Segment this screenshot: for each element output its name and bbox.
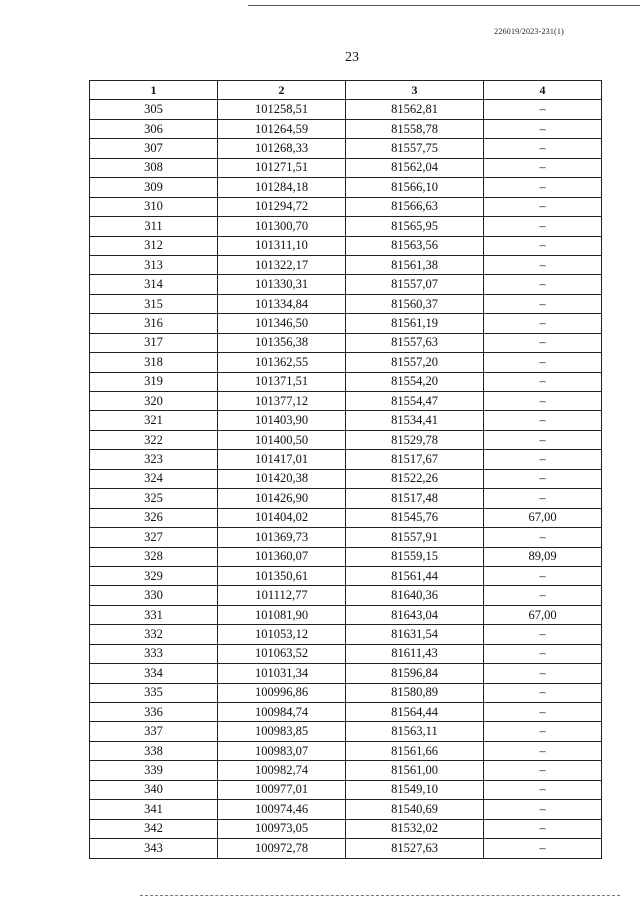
table-row [90,489,602,508]
table-row [90,664,602,683]
distance-cell: – [484,741,602,760]
table-row [90,469,602,488]
x-coordinate-cell: 101403,90 [218,411,346,430]
y-coordinate-cell: 81559,15 [346,547,484,566]
distance-cell: – [484,683,602,702]
y-coordinate-cell: 81517,67 [346,450,484,469]
x-coordinate-cell: 101322,17 [218,255,346,274]
point-number-cell: 326 [90,508,218,527]
point-number-cell: 338 [90,741,218,760]
y-coordinate-cell: 81549,10 [346,780,484,799]
table-row [90,139,602,158]
table-body [90,100,602,858]
table-row [90,780,602,799]
point-number-cell: 315 [90,294,218,313]
y-coordinate-cell: 81565,95 [346,217,484,236]
x-coordinate-cell: 101294,72 [218,197,346,216]
table-row [90,158,602,177]
table-row [90,741,602,760]
point-number-cell: 332 [90,625,218,644]
y-coordinate-cell: 81529,78 [346,430,484,449]
distance-cell: – [484,100,602,119]
y-coordinate-cell: 81631,54 [346,625,484,644]
table-header-row [90,81,602,100]
distance-cell: – [484,197,602,216]
bottom-rule [140,895,620,896]
point-number-cell: 307 [90,139,218,158]
x-coordinate-cell: 100973,05 [218,819,346,838]
table-row [90,566,602,585]
distance-cell: – [484,664,602,683]
y-coordinate-cell: 81517,48 [346,489,484,508]
x-coordinate-cell: 101417,01 [218,450,346,469]
point-number-cell: 313 [90,255,218,274]
distance-cell: – [484,139,602,158]
point-number-cell: 336 [90,703,218,722]
y-coordinate-cell: 81557,20 [346,353,484,372]
table-row [90,839,602,858]
x-coordinate-cell: 101264,59 [218,119,346,138]
table-row [90,722,602,741]
x-coordinate-cell: 101369,73 [218,528,346,547]
x-coordinate-cell: 101420,38 [218,469,346,488]
table-row [90,683,602,702]
point-number-cell: 328 [90,547,218,566]
x-coordinate-cell: 101334,84 [218,294,346,313]
point-number-cell: 319 [90,372,218,391]
table-row [90,703,602,722]
table-row [90,353,602,372]
point-number-cell: 323 [90,450,218,469]
distance-cell: – [484,411,602,430]
point-number-cell: 306 [90,119,218,138]
x-coordinate-cell: 101081,90 [218,605,346,624]
x-coordinate-cell: 100982,74 [218,761,346,780]
distance-cell: – [484,158,602,177]
table-row [90,644,602,663]
y-coordinate-cell: 81557,07 [346,275,484,294]
distance-cell: – [484,703,602,722]
point-number-cell: 327 [90,528,218,547]
x-coordinate-cell: 101362,55 [218,353,346,372]
y-coordinate-cell: 81561,38 [346,255,484,274]
point-number-cell: 342 [90,819,218,838]
table-row [90,294,602,313]
y-coordinate-cell: 81562,04 [346,158,484,177]
y-coordinate-cell: 81532,02 [346,819,484,838]
y-coordinate-cell: 81545,76 [346,508,484,527]
distance-cell: – [484,761,602,780]
table-row [90,392,602,411]
table-row [90,508,602,527]
distance-cell: – [484,294,602,313]
x-coordinate-cell: 100983,85 [218,722,346,741]
point-number-cell: 320 [90,392,218,411]
point-number-cell: 318 [90,353,218,372]
y-coordinate-cell: 81580,89 [346,683,484,702]
distance-cell: – [484,528,602,547]
document-number: 226019/2023-231(1) [494,27,564,36]
y-coordinate-cell: 81557,91 [346,528,484,547]
page-number: 23 [345,50,359,65]
table-row [90,333,602,352]
point-number-cell: 312 [90,236,218,255]
y-coordinate-cell: 81557,75 [346,139,484,158]
point-number-cell: 310 [90,197,218,216]
distance-cell: – [484,644,602,663]
x-coordinate-cell: 101311,10 [218,236,346,255]
point-number-cell: 329 [90,566,218,585]
x-coordinate-cell: 100984,74 [218,703,346,722]
y-coordinate-cell: 81563,11 [346,722,484,741]
table-row [90,800,602,819]
x-coordinate-cell: 100977,01 [218,780,346,799]
distance-cell: – [484,255,602,274]
x-coordinate-cell: 101356,38 [218,333,346,352]
distance-cell: – [484,819,602,838]
point-number-cell: 314 [90,275,218,294]
distance-cell: – [484,217,602,236]
y-coordinate-cell: 81557,63 [346,333,484,352]
x-coordinate-cell: 101400,50 [218,430,346,449]
point-number-cell: 311 [90,217,218,236]
distance-cell: – [484,625,602,644]
distance-cell: – [484,722,602,741]
top-rule [248,5,640,6]
y-coordinate-cell: 81640,36 [346,586,484,605]
x-coordinate-cell: 101346,50 [218,314,346,333]
y-coordinate-cell: 81611,43 [346,644,484,663]
table-row [90,761,602,780]
y-coordinate-cell: 81558,78 [346,119,484,138]
column-header: 4 [484,81,602,100]
distance-cell: – [484,489,602,508]
table-row [90,255,602,274]
distance-cell: 67,00 [484,508,602,527]
table-row [90,119,602,138]
x-coordinate-cell: 101268,33 [218,139,346,158]
y-coordinate-cell: 81564,44 [346,703,484,722]
point-number-cell: 330 [90,586,218,605]
y-coordinate-cell: 81566,63 [346,197,484,216]
y-coordinate-cell: 81522,26 [346,469,484,488]
y-coordinate-cell: 81643,04 [346,605,484,624]
x-coordinate-cell: 100996,86 [218,683,346,702]
table-row [90,528,602,547]
table-row [90,275,602,294]
x-coordinate-cell: 101284,18 [218,178,346,197]
point-number-cell: 341 [90,800,218,819]
x-coordinate-cell: 101258,51 [218,100,346,119]
column-header: 2 [218,81,346,100]
point-number-cell: 325 [90,489,218,508]
distance-cell: – [484,314,602,333]
table-row [90,178,602,197]
distance-cell: – [484,372,602,391]
x-coordinate-cell: 101031,34 [218,664,346,683]
point-number-cell: 322 [90,430,218,449]
y-coordinate-cell: 81566,10 [346,178,484,197]
table-row [90,586,602,605]
distance-cell: – [484,333,602,352]
y-coordinate-cell: 81540,69 [346,800,484,819]
distance-cell: 67,00 [484,605,602,624]
point-number-cell: 324 [90,469,218,488]
x-coordinate-cell: 100983,07 [218,741,346,760]
table-row [90,547,602,566]
y-coordinate-cell: 81561,66 [346,741,484,760]
point-number-cell: 337 [90,722,218,741]
table-row [90,100,602,119]
point-number-cell: 305 [90,100,218,119]
table-row [90,236,602,255]
y-coordinate-cell: 81554,47 [346,392,484,411]
point-number-cell: 309 [90,178,218,197]
table-row [90,819,602,838]
point-number-cell: 308 [90,158,218,177]
point-number-cell: 316 [90,314,218,333]
distance-cell: – [484,178,602,197]
x-coordinate-cell: 101360,07 [218,547,346,566]
distance-cell: – [484,469,602,488]
table-row [90,197,602,216]
x-coordinate-cell: 101371,51 [218,372,346,391]
distance-cell: – [484,430,602,449]
column-header: 1 [90,81,218,100]
point-number-cell: 339 [90,761,218,780]
y-coordinate-cell: 81561,44 [346,566,484,585]
x-coordinate-cell: 101377,12 [218,392,346,411]
y-coordinate-cell: 81534,41 [346,411,484,430]
y-coordinate-cell: 81560,37 [346,294,484,313]
table-row [90,450,602,469]
table-row [90,217,602,236]
y-coordinate-cell: 81596,84 [346,664,484,683]
table-row [90,625,602,644]
y-coordinate-cell: 81561,19 [346,314,484,333]
distance-cell: – [484,275,602,294]
distance-cell: – [484,780,602,799]
x-coordinate-cell: 100972,78 [218,839,346,858]
y-coordinate-cell: 81561,00 [346,761,484,780]
table-row [90,430,602,449]
distance-cell: 89,09 [484,547,602,566]
x-coordinate-cell: 101300,70 [218,217,346,236]
point-number-cell: 317 [90,333,218,352]
x-coordinate-cell: 101271,51 [218,158,346,177]
coordinates-table [89,80,602,859]
x-coordinate-cell: 101350,61 [218,566,346,585]
distance-cell: – [484,450,602,469]
point-number-cell: 333 [90,644,218,663]
table-row [90,372,602,391]
x-coordinate-cell: 101330,31 [218,275,346,294]
x-coordinate-cell: 101053,12 [218,625,346,644]
point-number-cell: 331 [90,605,218,624]
y-coordinate-cell: 81554,20 [346,372,484,391]
x-coordinate-cell: 101426,90 [218,489,346,508]
distance-cell: – [484,800,602,819]
table-row [90,314,602,333]
distance-cell: – [484,353,602,372]
column-header: 3 [346,81,484,100]
point-number-cell: 340 [90,780,218,799]
y-coordinate-cell: 81527,63 [346,839,484,858]
distance-cell: – [484,236,602,255]
x-coordinate-cell: 101112,77 [218,586,346,605]
table-row [90,605,602,624]
point-number-cell: 321 [90,411,218,430]
distance-cell: – [484,586,602,605]
point-number-cell: 343 [90,839,218,858]
x-coordinate-cell: 101063,52 [218,644,346,663]
table-row [90,411,602,430]
y-coordinate-cell: 81562,81 [346,100,484,119]
point-number-cell: 334 [90,664,218,683]
distance-cell: – [484,119,602,138]
x-coordinate-cell: 101404,02 [218,508,346,527]
distance-cell: – [484,392,602,411]
y-coordinate-cell: 81563,56 [346,236,484,255]
distance-cell: – [484,839,602,858]
distance-cell: – [484,566,602,585]
x-coordinate-cell: 100974,46 [218,800,346,819]
point-number-cell: 335 [90,683,218,702]
